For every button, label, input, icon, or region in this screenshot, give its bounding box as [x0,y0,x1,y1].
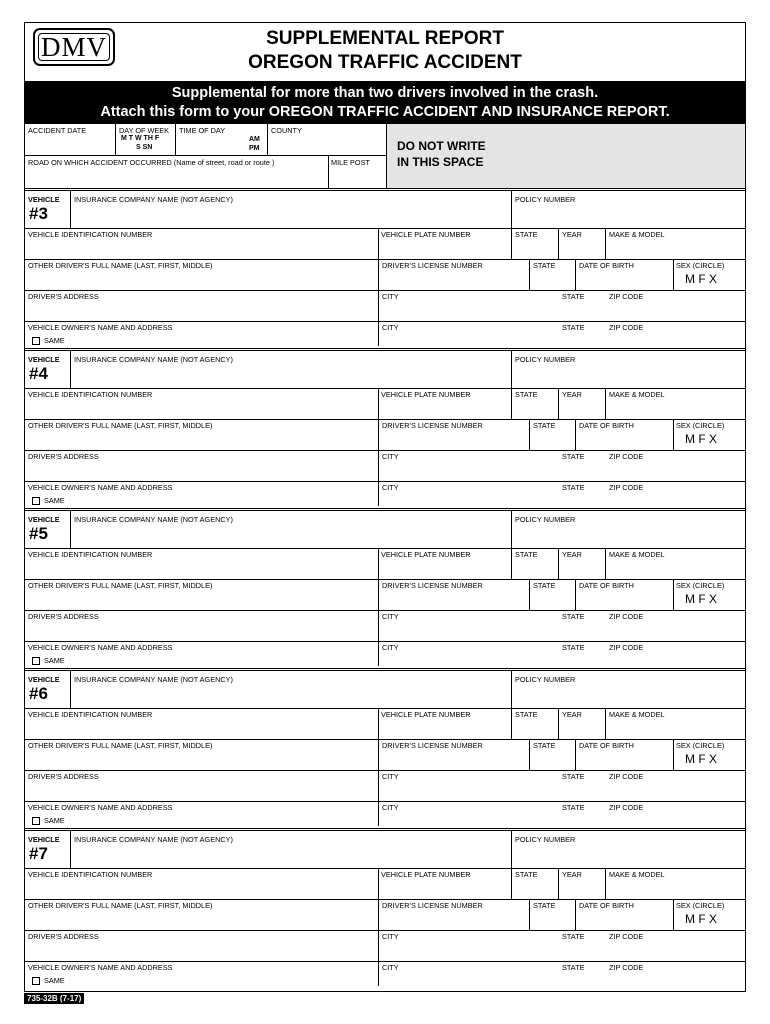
vehicle-section [25,668,745,828]
divider [511,388,512,419]
sex-options[interactable]: M F X [685,912,717,926]
divider [378,868,379,899]
driver-city-label: CITY [382,612,399,621]
sex-options[interactable]: M F X [685,752,717,766]
owner-name-address-label: VEHICLE OWNER'S NAME AND ADDRESS [28,643,173,652]
divider [673,899,674,930]
pm-option[interactable]: PM [249,145,260,152]
vehicle-section [25,188,745,348]
owner-state-label: STATE [562,643,585,652]
year-label: YEAR [562,710,582,719]
days-row-1[interactable]: M T W TH F [121,135,160,142]
driver-address-label: DRIVER'S ADDRESS [28,612,99,621]
day-of-week-label: DAY OF WEEK [119,126,170,135]
make-model-label: MAKE & MODEL [609,230,665,239]
owner-city-label: CITY [382,963,399,972]
same-checkbox[interactable] [32,977,40,985]
accident-info-section [25,124,745,188]
license-number-label: DRIVER'S LICENSE NUMBER [382,741,483,750]
divider [511,708,512,739]
divider [25,739,745,740]
divider [378,770,379,826]
divider [378,610,379,666]
same-checkbox[interactable] [32,497,40,505]
driver-zip-label: ZIP CODE [609,292,644,301]
divider [605,708,606,739]
divider [511,671,512,708]
banner-line-2: Attach this form to your OREGON TRAFFIC ACCIDENT AND INSURANCE REPORT. [100,104,670,120]
owner-city-label: CITY [382,803,399,812]
driver-state-label: STATE [562,772,585,781]
make-model-label: MAKE & MODEL [609,710,665,719]
make-model-label: MAKE & MODEL [609,870,665,879]
divider [25,321,745,322]
vehicle-label: VEHICLE [28,675,60,684]
date-of-birth-label: DATE OF BIRTH [579,901,634,910]
license-state-label: STATE [533,261,556,270]
owner-zip-label: ZIP CODE [609,643,644,652]
divider [378,290,379,346]
driver-address-label: DRIVER'S ADDRESS [28,772,99,781]
divider [25,641,745,642]
sex-label: SEX (CIRCLE) [676,261,725,270]
driver-zip-label: ZIP CODE [609,612,644,621]
divider [511,228,512,259]
divider [25,388,745,389]
vehicle-label: VEHICLE [28,355,60,364]
owner-zip-label: ZIP CODE [609,803,644,812]
license-state-label: STATE [533,901,556,910]
driver-address-label: DRIVER'S ADDRESS [28,932,99,941]
driver-zip-label: ZIP CODE [609,772,644,781]
days-row-2[interactable]: S SN [136,144,153,151]
insurance-company-label: INSURANCE COMPANY NAME (NOT AGENCY) [74,355,233,364]
divider [575,259,576,290]
same-checkbox[interactable] [32,657,40,665]
divider [25,868,745,869]
form-number: 735-32B (7-17) [24,993,84,1004]
plate-state-label: STATE [515,230,538,239]
report-form [24,22,746,992]
do-not-write-text [397,138,486,170]
plate-number-label: VEHICLE PLATE NUMBER [381,550,471,559]
driver-zip-label: ZIP CODE [609,452,644,461]
plate-state-label: STATE [515,710,538,719]
year-label: YEAR [562,230,582,239]
plate-number-label: VEHICLE PLATE NUMBER [381,870,471,879]
driver-state-label: STATE [562,612,585,621]
vin-label: VEHICLE IDENTIFICATION NUMBER [28,390,153,399]
sex-label: SEX (CIRCLE) [676,901,725,910]
other-driver-name-label: OTHER DRIVER'S FULL NAME (LAST, FIRST, MIDDLE) [28,421,213,430]
divider [605,548,606,579]
insurance-company-label: INSURANCE COMPANY NAME (NOT AGENCY) [74,835,233,844]
plate-state-label: STATE [515,390,538,399]
divider [673,419,674,450]
divider [25,481,745,482]
plate-number-label: VEHICLE PLATE NUMBER [381,710,471,719]
divider [25,419,745,420]
same-label: SAME [44,336,65,345]
sex-label: SEX (CIRCLE) [676,581,725,590]
divider [25,579,745,580]
license-state-label: STATE [533,741,556,750]
divider [25,290,745,291]
divider [378,708,379,739]
vehicle-number: #5 [29,524,48,543]
divider [25,770,745,771]
dmv-logo-text: DMV [38,33,110,61]
other-driver-name-label: OTHER DRIVER'S FULL NAME (LAST, FIRST, MIDDLE) [28,581,213,590]
same-label: SAME [44,976,65,985]
vin-label: VEHICLE IDENTIFICATION NUMBER [28,870,153,879]
owner-city-label: CITY [382,643,399,652]
divider [378,739,379,770]
divider [378,419,379,450]
policy-number-label: POLICY NUMBER [515,835,576,844]
divider [25,450,745,451]
driver-city-label: CITY [382,772,399,781]
plate-state-label: STATE [515,550,538,559]
driver-state-label: STATE [562,452,585,461]
mile-post-label: MILE POST [331,158,370,167]
divider [511,831,512,868]
same-checkbox[interactable] [32,817,40,825]
divider [529,259,530,290]
divider [673,259,674,290]
owner-name-address-label: VEHICLE OWNER'S NAME AND ADDRESS [28,963,173,972]
divider [529,579,530,610]
policy-number-label: POLICY NUMBER [515,195,576,204]
divider [70,351,71,388]
title-line-1: SUPPLEMENTAL REPORT [266,28,504,49]
divider [511,511,512,548]
driver-state-label: STATE [562,292,585,301]
owner-name-address-label: VEHICLE OWNER'S NAME AND ADDRESS [28,323,173,332]
date-of-birth-label: DATE OF BIRTH [579,581,634,590]
date-of-birth-label: DATE OF BIRTH [579,261,634,270]
am-option[interactable]: AM [249,136,260,143]
vehicle-number: #3 [29,204,48,223]
dmv-logo [33,28,115,66]
license-state-label: STATE [533,421,556,430]
divider [267,124,268,155]
divider [378,388,379,419]
divider [673,739,674,770]
divider [70,191,71,228]
banner-line-1: Supplemental for more than two drivers involved in the crash. [171,85,599,101]
license-number-label: DRIVER'S LICENSE NUMBER [382,581,483,590]
divider [575,579,576,610]
divider [558,868,559,899]
divider [115,124,116,155]
year-label: YEAR [562,390,582,399]
divider [558,388,559,419]
vin-label: VEHICLE IDENTIFICATION NUMBER [28,550,153,559]
divider [378,450,379,506]
divider [575,419,576,450]
sex-options[interactable]: M F X [685,272,717,286]
vin-label: VEHICLE IDENTIFICATION NUMBER [28,710,153,719]
plate-number-label: VEHICLE PLATE NUMBER [381,390,471,399]
owner-city-label: CITY [382,323,399,332]
divider [605,228,606,259]
divider [378,548,379,579]
owner-zip-label: ZIP CODE [609,963,644,972]
policy-number-label: POLICY NUMBER [515,515,576,524]
divider [25,155,386,156]
same-label: SAME [44,656,65,665]
divider [70,671,71,708]
divider [558,228,559,259]
license-number-label: DRIVER'S LICENSE NUMBER [382,261,483,270]
divider [558,708,559,739]
driver-zip-label: ZIP CODE [609,932,644,941]
sex-label: SEX (CIRCLE) [676,421,725,430]
divider [378,930,379,986]
license-number-label: DRIVER'S LICENSE NUMBER [382,901,483,910]
owner-state-label: STATE [562,323,585,332]
make-model-label: MAKE & MODEL [609,550,665,559]
divider [70,831,71,868]
policy-number-label: POLICY NUMBER [515,355,576,364]
owner-state-label: STATE [562,803,585,812]
divider [575,739,576,770]
divider [25,610,745,611]
vehicle-label: VEHICLE [28,515,60,524]
divider [511,868,512,899]
divider [673,579,674,610]
divider [25,930,745,931]
divider [529,419,530,450]
divider [328,155,329,188]
same-label: SAME [44,816,65,825]
vehicle-number: #6 [29,684,48,703]
insurance-company-label: INSURANCE COMPANY NAME (NOT AGENCY) [74,515,233,524]
sex-options[interactable]: M F X [685,592,717,606]
divider [529,899,530,930]
divider [25,801,745,802]
date-of-birth-label: DATE OF BIRTH [579,421,634,430]
other-driver-name-label: OTHER DRIVER'S FULL NAME (LAST, FIRST, MIDDLE) [28,901,213,910]
plate-state-label: STATE [515,870,538,879]
plate-number-label: VEHICLE PLATE NUMBER [381,230,471,239]
divider [25,899,745,900]
driver-address-label: DRIVER'S ADDRESS [28,452,99,461]
same-checkbox[interactable] [32,337,40,345]
vin-label: VEHICLE IDENTIFICATION NUMBER [28,230,153,239]
do-not-write-line-1: DO NOT WRITE [397,139,486,153]
make-model-label: MAKE & MODEL [609,390,665,399]
time-of-day-label: TIME OF DAY [179,126,226,135]
year-label: YEAR [562,550,582,559]
divider [558,548,559,579]
same-label: SAME [44,496,65,505]
accident-date-label: ACCIDENT DATE [28,126,87,135]
divider [25,548,745,549]
driver-city-label: CITY [382,292,399,301]
road-label: ROAD ON WHICH ACCIDENT OCCURRED (Name of street, road or route ) [28,158,275,167]
divider [175,124,176,155]
title-line-2: OREGON TRAFFIC ACCIDENT [248,52,522,73]
date-of-birth-label: DATE OF BIRTH [579,741,634,750]
county-label: COUNTY [271,126,302,135]
insurance-company-label: INSURANCE COMPANY NAME (NOT AGENCY) [74,195,233,204]
divider [378,259,379,290]
sex-options[interactable]: M F X [685,432,717,446]
divider [605,388,606,419]
owner-name-address-label: VEHICLE OWNER'S NAME AND ADDRESS [28,803,173,812]
vehicle-number: #4 [29,364,48,383]
other-driver-name-label: OTHER DRIVER'S FULL NAME (LAST, FIRST, MIDDLE) [28,261,213,270]
divider [25,961,745,962]
driver-address-label: DRIVER'S ADDRESS [28,292,99,301]
divider [511,351,512,388]
driver-city-label: CITY [382,452,399,461]
divider [25,228,745,229]
form-title [165,27,605,75]
form-header [25,23,745,81]
divider [70,511,71,548]
vehicle-number: #7 [29,844,48,863]
owner-state-label: STATE [562,963,585,972]
divider [575,899,576,930]
driver-state-label: STATE [562,932,585,941]
divider [25,708,745,709]
vehicle-section [25,828,745,988]
year-label: YEAR [562,870,582,879]
owner-zip-label: ZIP CODE [609,483,644,492]
divider [378,579,379,610]
other-driver-name-label: OTHER DRIVER'S FULL NAME (LAST, FIRST, MIDDLE) [28,741,213,750]
vehicle-label: VEHICLE [28,195,60,204]
divider [511,548,512,579]
do-not-write-area [386,124,745,188]
driver-city-label: CITY [382,932,399,941]
divider [529,739,530,770]
instruction-banner [25,81,745,124]
license-number-label: DRIVER'S LICENSE NUMBER [382,421,483,430]
sex-label: SEX (CIRCLE) [676,741,725,750]
divider [605,868,606,899]
divider [378,228,379,259]
divider [378,899,379,930]
vehicle-section [25,348,745,508]
vehicle-section [25,508,745,668]
insurance-company-label: INSURANCE COMPANY NAME (NOT AGENCY) [74,675,233,684]
divider [25,259,745,260]
license-state-label: STATE [533,581,556,590]
owner-name-address-label: VEHICLE OWNER'S NAME AND ADDRESS [28,483,173,492]
owner-state-label: STATE [562,483,585,492]
owner-zip-label: ZIP CODE [609,323,644,332]
divider [511,191,512,228]
owner-city-label: CITY [382,483,399,492]
vehicle-label: VEHICLE [28,835,60,844]
do-not-write-line-2: IN THIS SPACE [397,155,484,169]
policy-number-label: POLICY NUMBER [515,675,576,684]
